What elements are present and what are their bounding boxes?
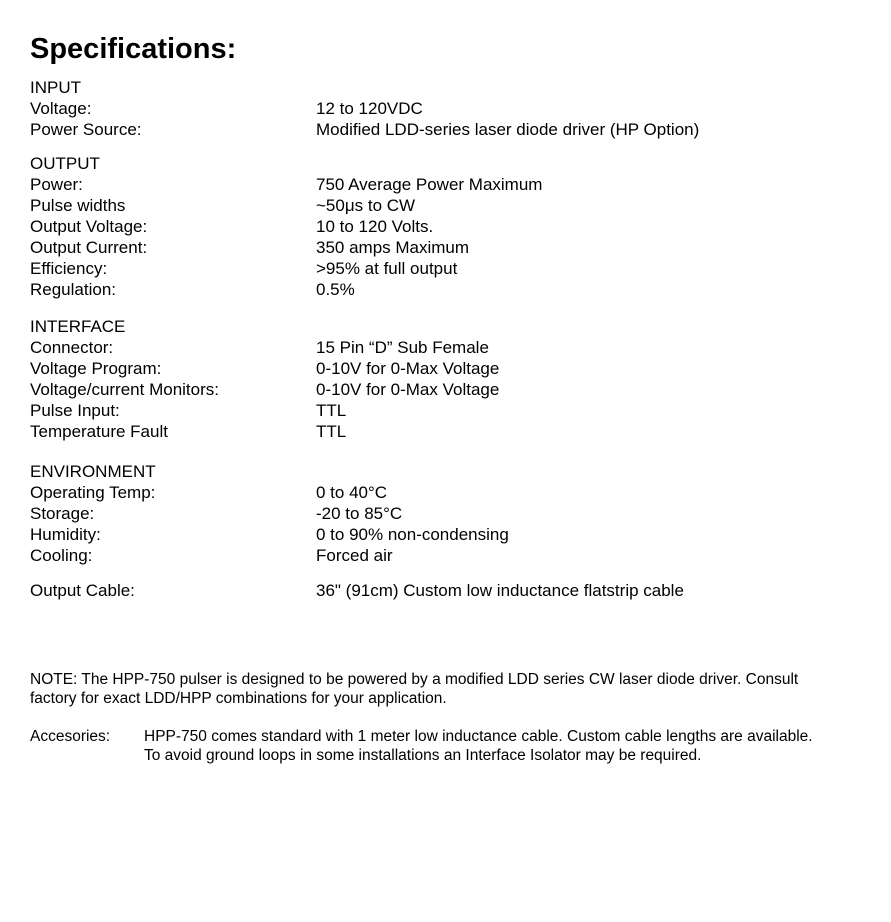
spec-row xyxy=(30,358,870,379)
spec-value: 0-10V for 0-Max Voltage xyxy=(316,359,500,378)
spec-label: Pulse widths xyxy=(30,196,126,215)
note-paragraph xyxy=(30,670,850,708)
spec-value: Modified LDD-series laser diode driver (HP Option) xyxy=(316,120,700,139)
spec-label: Power: xyxy=(30,175,83,194)
spec-value: TTL xyxy=(316,401,347,420)
spec-value: 350 amps Maximum xyxy=(316,238,470,257)
accessories-line: HPP-750 comes standard with 1 meter low inductance cable. Custom cable lengths are available. xyxy=(144,728,813,745)
section-environment xyxy=(30,461,870,566)
spec-label: Connector: xyxy=(30,338,114,357)
spec-label: Efficiency: xyxy=(30,259,108,278)
spec-value: 750 Average Power Maximum xyxy=(316,175,543,194)
section-heading: INPUT xyxy=(30,78,81,97)
spec-label: Regulation: xyxy=(30,280,117,299)
section-heading: ENVIRONMENT xyxy=(30,462,156,481)
spec-value: 10 to 120 Volts. xyxy=(316,217,434,236)
spec-label: Pulse Input: xyxy=(30,401,120,420)
spec-row xyxy=(30,400,870,421)
spec-label: Humidity: xyxy=(30,525,101,544)
spec-value: >95% at full output xyxy=(316,259,458,278)
spec-row xyxy=(30,421,870,442)
spec-row xyxy=(30,379,870,400)
spec-label: Power Source: xyxy=(30,120,142,139)
page-title: Specifications: xyxy=(30,33,237,65)
spec-label: Voltage Program: xyxy=(30,359,162,378)
spec-value: 12 to 120VDC xyxy=(316,99,423,118)
spec-row xyxy=(30,279,870,300)
spec-label: Output Voltage: xyxy=(30,217,148,236)
spec-label: Voltage: xyxy=(30,99,92,118)
spec-row xyxy=(30,337,870,358)
spec-label: Cooling: xyxy=(30,546,93,565)
spec-value: 0 to 40°C xyxy=(316,483,388,502)
spec-row xyxy=(30,119,870,140)
section-cable xyxy=(30,580,870,601)
spec-row xyxy=(30,545,870,566)
spec-value: TTL xyxy=(316,422,347,441)
note-line: factory for exact LDD/HPP combinations for your application. xyxy=(30,690,447,707)
spec-row xyxy=(30,237,870,258)
section-heading: INTERFACE xyxy=(30,317,126,336)
spec-value: ~50μs to CW xyxy=(316,196,416,215)
spec-row xyxy=(30,216,870,237)
accessories-text xyxy=(144,727,864,765)
spec-row xyxy=(30,482,870,503)
spec-row xyxy=(30,503,870,524)
spec-value: 0 to 90% non-condensing xyxy=(316,525,509,544)
spec-label: Operating Temp: xyxy=(30,483,156,502)
note-line: NOTE: The HPP-750 pulser is designed to be powered by a modified LDD series CW laser diode driver. Consult xyxy=(30,671,799,688)
spec-value: Forced air xyxy=(316,546,393,565)
spec-label: Output Current: xyxy=(30,238,148,257)
section-output xyxy=(30,153,870,300)
spec-label: Storage: xyxy=(30,504,95,523)
spec-value: 0-10V for 0-Max Voltage xyxy=(316,380,500,399)
spec-label: Output Cable: xyxy=(30,581,135,600)
spec-row xyxy=(30,524,870,545)
spec-label: Voltage/current Monitors: xyxy=(30,380,219,399)
spec-row xyxy=(30,195,870,216)
spec-value: 36" (91cm) Custom low inductance flatstrip cable xyxy=(316,581,684,600)
accessories-label: Accesories: xyxy=(30,728,111,745)
spec-row xyxy=(30,258,870,279)
spec-label: Temperature Fault xyxy=(30,422,168,441)
section-input xyxy=(30,77,870,140)
section-heading: OUTPUT xyxy=(30,154,100,173)
section-interface xyxy=(30,316,870,442)
spec-value: -20 to 85°C xyxy=(316,504,403,523)
spec-value: 15 Pin “D” Sub Female xyxy=(316,338,489,357)
spec-value: 0.5% xyxy=(316,280,355,299)
accessories-line: To avoid ground loops in some installations an Interface Isolator may be required. xyxy=(144,747,702,764)
spec-row xyxy=(30,580,870,601)
spec-row xyxy=(30,98,870,119)
spec-row xyxy=(30,174,870,195)
